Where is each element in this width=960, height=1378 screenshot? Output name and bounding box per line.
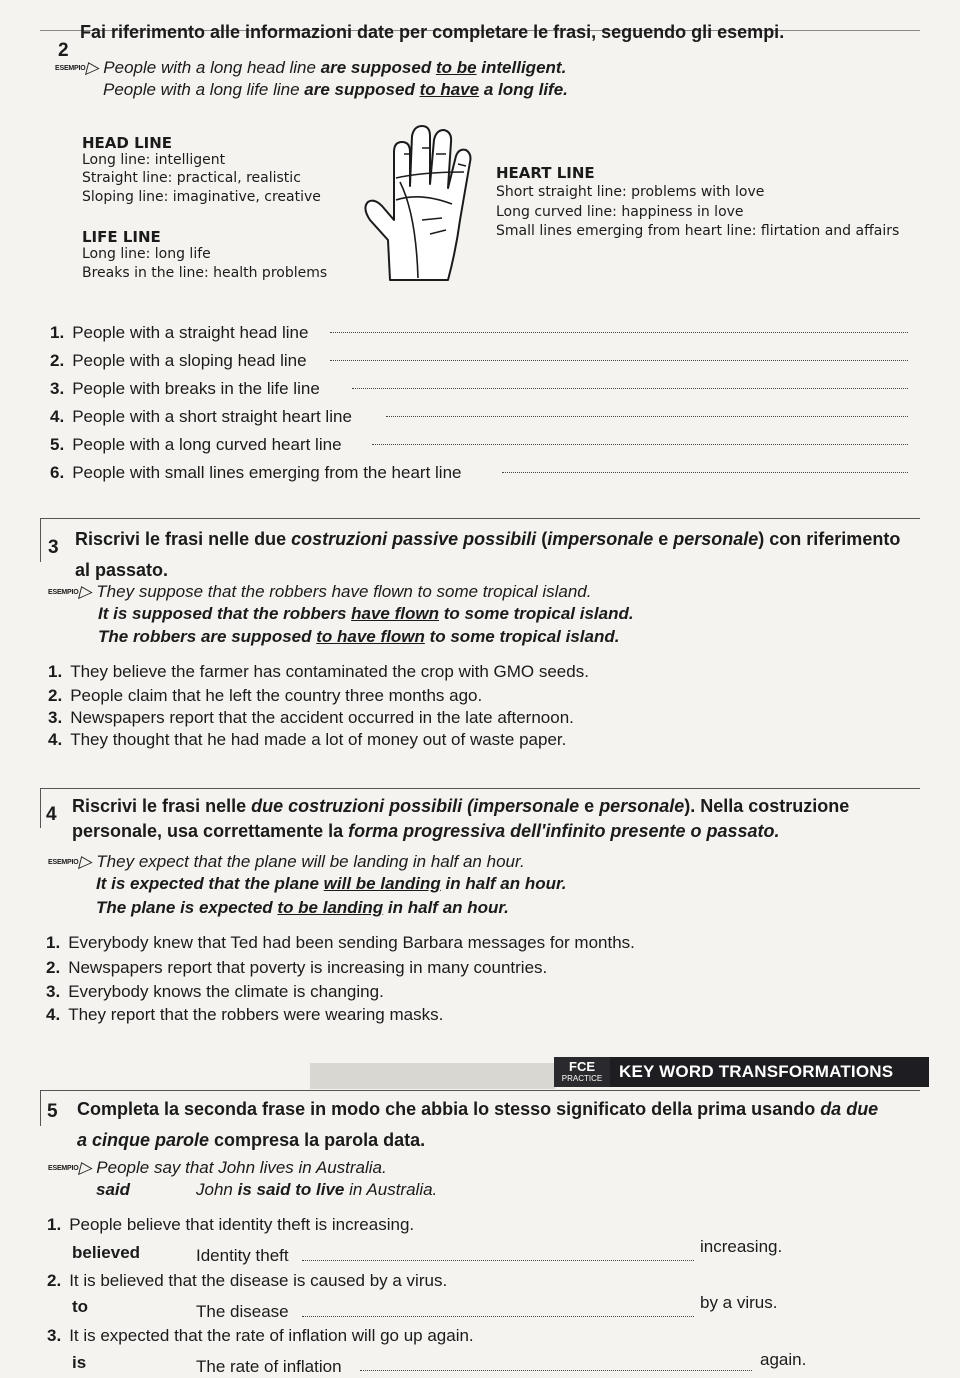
answer-line[interactable]	[330, 360, 908, 361]
ex5-number: 5	[47, 1101, 58, 1122]
triangle-icon: ▷	[78, 582, 97, 601]
ex3-answer-1: It is supposed that the robbers have flown to some tropical island.	[98, 604, 634, 623]
ex4-number: 4	[46, 804, 57, 825]
ex2-example-2: People with a long life line are supposed to have a long life.	[103, 80, 568, 99]
answer-line[interactable]	[502, 472, 908, 473]
answer-line[interactable]	[330, 332, 908, 333]
ex5-item-2-end: by a virus.	[700, 1293, 778, 1312]
ex4-item-2: 2. Newspapers report that poverty is increasing in many countries.	[46, 958, 548, 977]
ex5-item-1-end: increasing.	[700, 1237, 783, 1256]
triangle-icon: ▷	[85, 58, 104, 77]
ex3-item-3: 3. Newspapers report that the accident occurred in the late afternoon.	[48, 708, 574, 727]
ex3-instruction-line2: al passato.	[75, 560, 169, 580]
ex5-item-1: 1. People believe that identity theft is increasing.	[47, 1215, 415, 1234]
ex5-item-2-key: to	[72, 1297, 89, 1316]
ex3-item-1: 1. They believe the farmer has contaminated the crop with GMO seeds.	[48, 662, 589, 681]
answer-line[interactable]	[352, 388, 908, 389]
key-word-banner	[561, 1057, 929, 1087]
ex2-item-4: 4. People with a short straight heart line	[50, 407, 352, 426]
ex4-answer-1: It is expected that the plane will be landing in half an hour.	[96, 874, 567, 893]
ex4-example: ESEMPIO▷ They expect that the plane will be landing in half an hour.	[48, 852, 525, 871]
answer-line[interactable]	[302, 1260, 694, 1261]
ex4-item-1: 1. Everybody knew that Ted had been sending Barbara messages for months.	[46, 933, 635, 952]
ex5-item-3-end: again.	[760, 1350, 807, 1369]
life-line-title: LIFE LINE	[82, 228, 161, 246]
ex3-answer-2: The robbers are supposed to have flown to some tropical island.	[98, 627, 620, 646]
ex2-instruction: Fai riferimento alle informazioni date per completare le frasi, seguendo gli esempi.	[80, 22, 785, 42]
life-line-2: Breaks in the line: health problems	[82, 265, 328, 281]
banner-title: KEY WORD TRANSFORMATIONS	[619, 1062, 894, 1081]
fce-badge: FCE PRACTICE	[554, 1057, 610, 1087]
answer-line[interactable]	[302, 1316, 694, 1317]
ex4-answer-2: The plane is expected to be landing in half an hour.	[96, 898, 509, 917]
ex3-instruction: Riscrivi le frasi nelle due costruzioni passive possibili (impersonale e personale) con riferimento	[75, 529, 901, 549]
ex2-example-1: ESEMPIO▷ People with a long head line are supposed to be intelligent.	[55, 58, 567, 77]
ex5-item-3-start: The rate of inflation	[196, 1357, 342, 1376]
head-line-1: Long line: intelligent	[82, 152, 226, 168]
head-line-3: Sloping line: imaginative, creative	[82, 189, 321, 205]
ex3-example: ESEMPIO▷ They suppose that the robbers have flown to some tropical island.	[48, 582, 592, 601]
ex5-instruction-line2: a cinque parole compresa la parola data.	[77, 1130, 426, 1150]
ex5-instruction: Completa la seconda frase in modo che abbia lo stesso significato della prima usando da due	[77, 1099, 879, 1119]
ex2-item-3: 3. People with breaks in the life line	[50, 379, 320, 398]
ex5-example-key: said	[96, 1180, 131, 1199]
ex2-item-6: 6. People with small lines emerging from the heart line	[50, 463, 462, 482]
ex5-example-answer: John is said to live in Australia.	[196, 1180, 438, 1199]
answer-line[interactable]	[360, 1370, 752, 1371]
ex3-number: 3	[48, 537, 59, 558]
example-tag: ESEMPIO	[55, 65, 86, 73]
triangle-icon: ▷	[78, 1158, 97, 1177]
life-line-1: Long line: long life	[82, 246, 211, 262]
answer-line[interactable]	[372, 444, 908, 445]
ex4-item-4: 4. They report that the robbers were wearing masks.	[46, 1005, 444, 1024]
heart-line-2: Long curved line: happiness in love	[496, 204, 744, 220]
palm-illustration	[360, 122, 475, 282]
head-line-2: Straight line: practical, realistic	[82, 170, 301, 186]
ex2-number: 2	[58, 40, 69, 61]
ex3-item-2: 2. People claim that he left the country three months ago.	[48, 686, 483, 705]
ex2-item-2: 2. People with a sloping head line	[50, 351, 307, 370]
ex5-item-1-start: Identity theft	[196, 1246, 289, 1265]
triangle-icon: ▷	[78, 852, 97, 871]
heart-line-3: Small lines emerging from heart line: flirtation and affairs	[496, 223, 900, 239]
ex4-instruction: Riscrivi le frasi nelle due costruzioni possibili (impersonale e personale). Nella costruzione	[72, 796, 850, 816]
ex3-item-4: 4. They thought that he had made a lot of money out of waste paper.	[48, 730, 567, 749]
ex2-item-5: 5. People with a long curved heart line	[50, 435, 342, 454]
ex5-item-2: 2. It is believed that the disease is caused by a virus.	[47, 1271, 448, 1290]
ex5-example: ESEMPIO▷ People say that John lives in Australia.	[48, 1158, 387, 1177]
head-line-title: HEAD LINE	[82, 134, 173, 152]
ex5-item-2-start: The disease	[196, 1302, 289, 1321]
ex5-item-1-key: believed	[72, 1243, 141, 1262]
ex2-item-1: 1. People with a straight head line	[50, 323, 309, 342]
heart-line-title: HEART LINE	[496, 164, 595, 182]
answer-line[interactable]	[386, 416, 908, 417]
ex5-item-3-key: is	[72, 1353, 87, 1372]
heart-line-1: Short straight line: problems with love	[496, 184, 765, 200]
banner-shadow	[310, 1063, 555, 1089]
ex5-item-3: 3. It is expected that the rate of inflation will go up again.	[47, 1326, 474, 1345]
ex4-instruction-line2: personale, usa correttamente la forma progressiva dell'infinito presente o passato.	[72, 821, 780, 841]
ex4-item-3: 3. Everybody knows the climate is changing.	[46, 982, 384, 1001]
